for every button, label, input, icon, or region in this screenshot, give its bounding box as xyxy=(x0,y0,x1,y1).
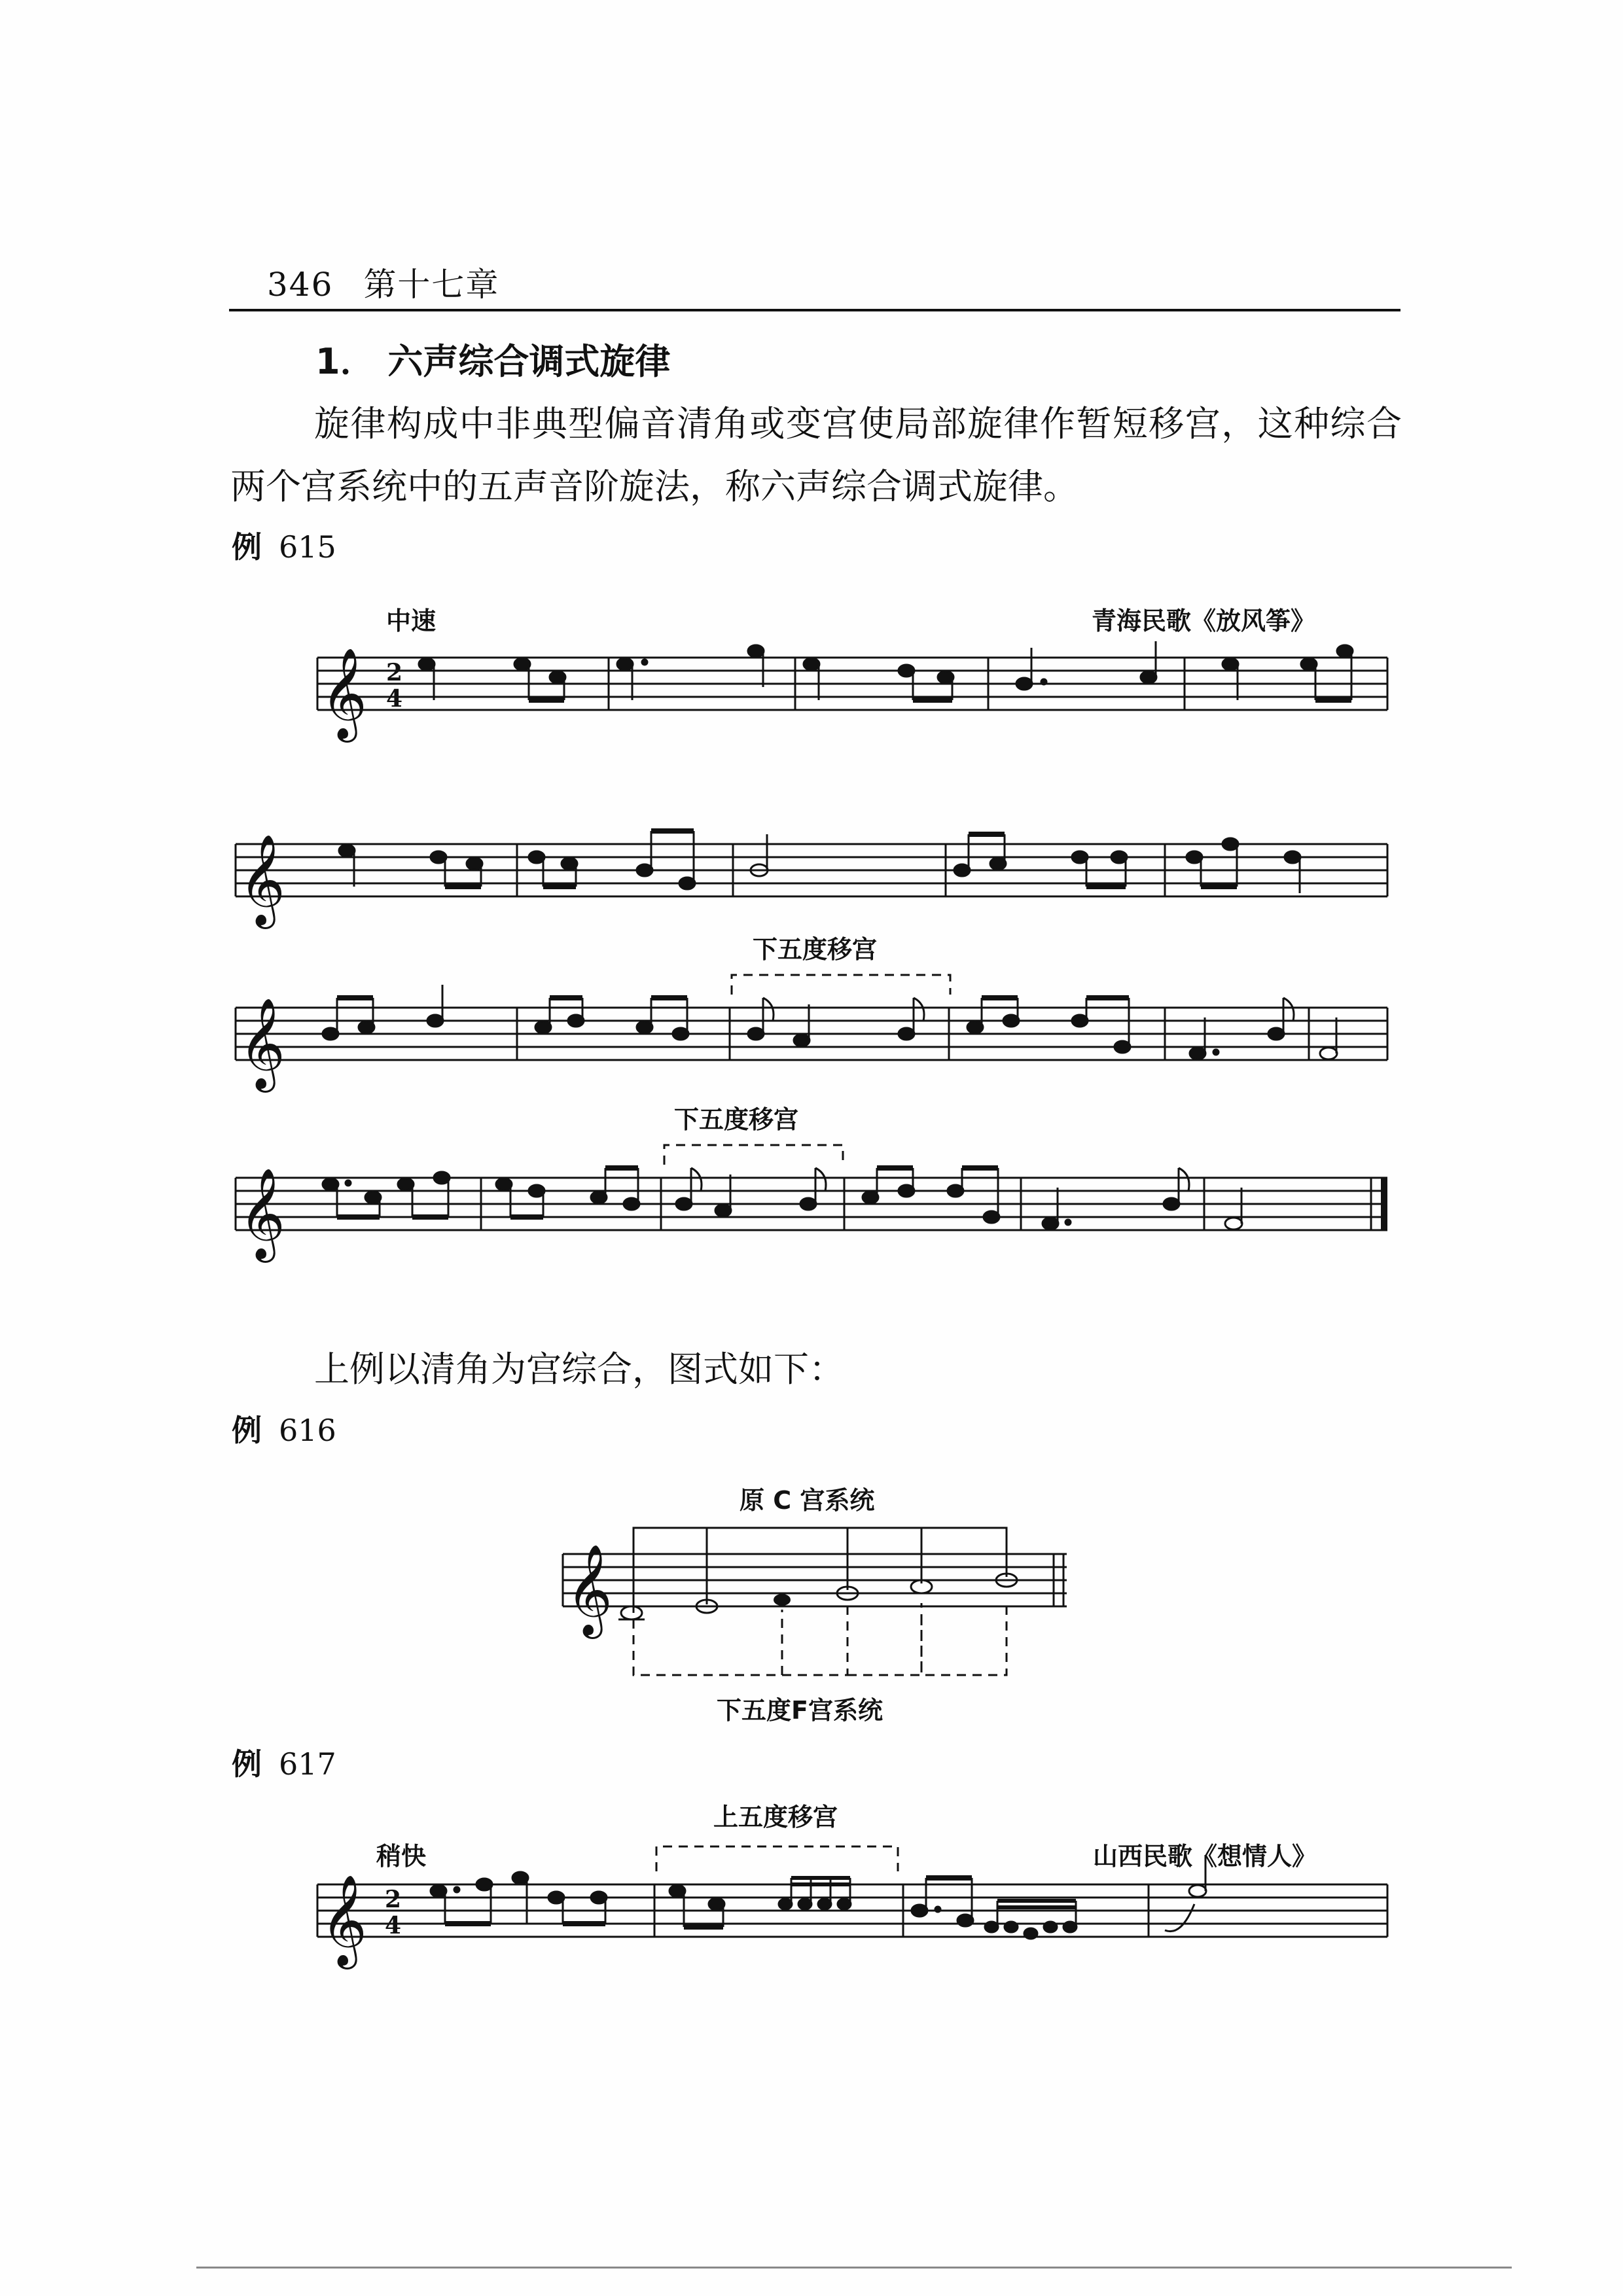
example-number: 615 xyxy=(279,529,336,565)
ex617-tempo: 稍快 xyxy=(376,1842,427,1871)
ex615-tempo: 中速 xyxy=(386,607,437,635)
ex615-source: 青海民歌《放风筝》 xyxy=(1092,607,1316,635)
ex616-staff xyxy=(563,1528,1067,1675)
paragraph-2: 上例以清角为宫综合，图式如下： xyxy=(314,1349,844,1390)
chapter-title: 第十七章 xyxy=(363,266,500,304)
example-prefix: 例 xyxy=(232,1746,262,1782)
page-number: 346 xyxy=(267,266,334,304)
svg-text:𝄞: 𝄞 xyxy=(566,1544,613,1635)
ex616-top-label: 原 C 宫系统 xyxy=(740,1486,875,1515)
svg-text:2: 2 xyxy=(386,659,403,686)
svg-text:𝄞: 𝄞 xyxy=(239,998,285,1089)
svg-text:𝄞: 𝄞 xyxy=(239,1168,285,1259)
example-prefix: 例 xyxy=(232,1413,262,1448)
ex617-source: 山西民歌《想情人》 xyxy=(1093,1842,1317,1871)
example-617-label xyxy=(232,1740,336,1784)
ex615-modulation-label-2: 下五度移宫 xyxy=(674,1105,799,1134)
svg-text:2: 2 xyxy=(385,1886,402,1913)
ex615-modulation-label-1: 下五度移宫 xyxy=(753,935,878,964)
example-number: 616 xyxy=(279,1413,336,1448)
example-616-label xyxy=(232,1407,336,1450)
svg-text:4: 4 xyxy=(386,685,403,713)
section-title: 1． 六声综合调式旋律 xyxy=(315,341,671,382)
example-number: 617 xyxy=(279,1746,336,1782)
footer-scan-line xyxy=(196,2267,1512,2269)
svg-text:𝄞: 𝄞 xyxy=(321,648,367,739)
svg-text:𝄞: 𝄞 xyxy=(321,1875,367,1966)
svg-text:𝄞: 𝄞 xyxy=(239,834,285,925)
ex616-bottom-label: 下五度F宫系统 xyxy=(717,1696,883,1725)
example-prefix: 例 xyxy=(232,529,262,565)
ex617-modulation-label: 上五度移宫 xyxy=(713,1803,838,1831)
svg-text:4: 4 xyxy=(385,1912,402,1939)
paragraph-1: 旋律构成中非典型偏音清角或变宫使局部旋律作暂短移宫，这种综合两个宫系统中的五声音阶旋法，称六声综合调式旋律。 xyxy=(230,403,1402,507)
